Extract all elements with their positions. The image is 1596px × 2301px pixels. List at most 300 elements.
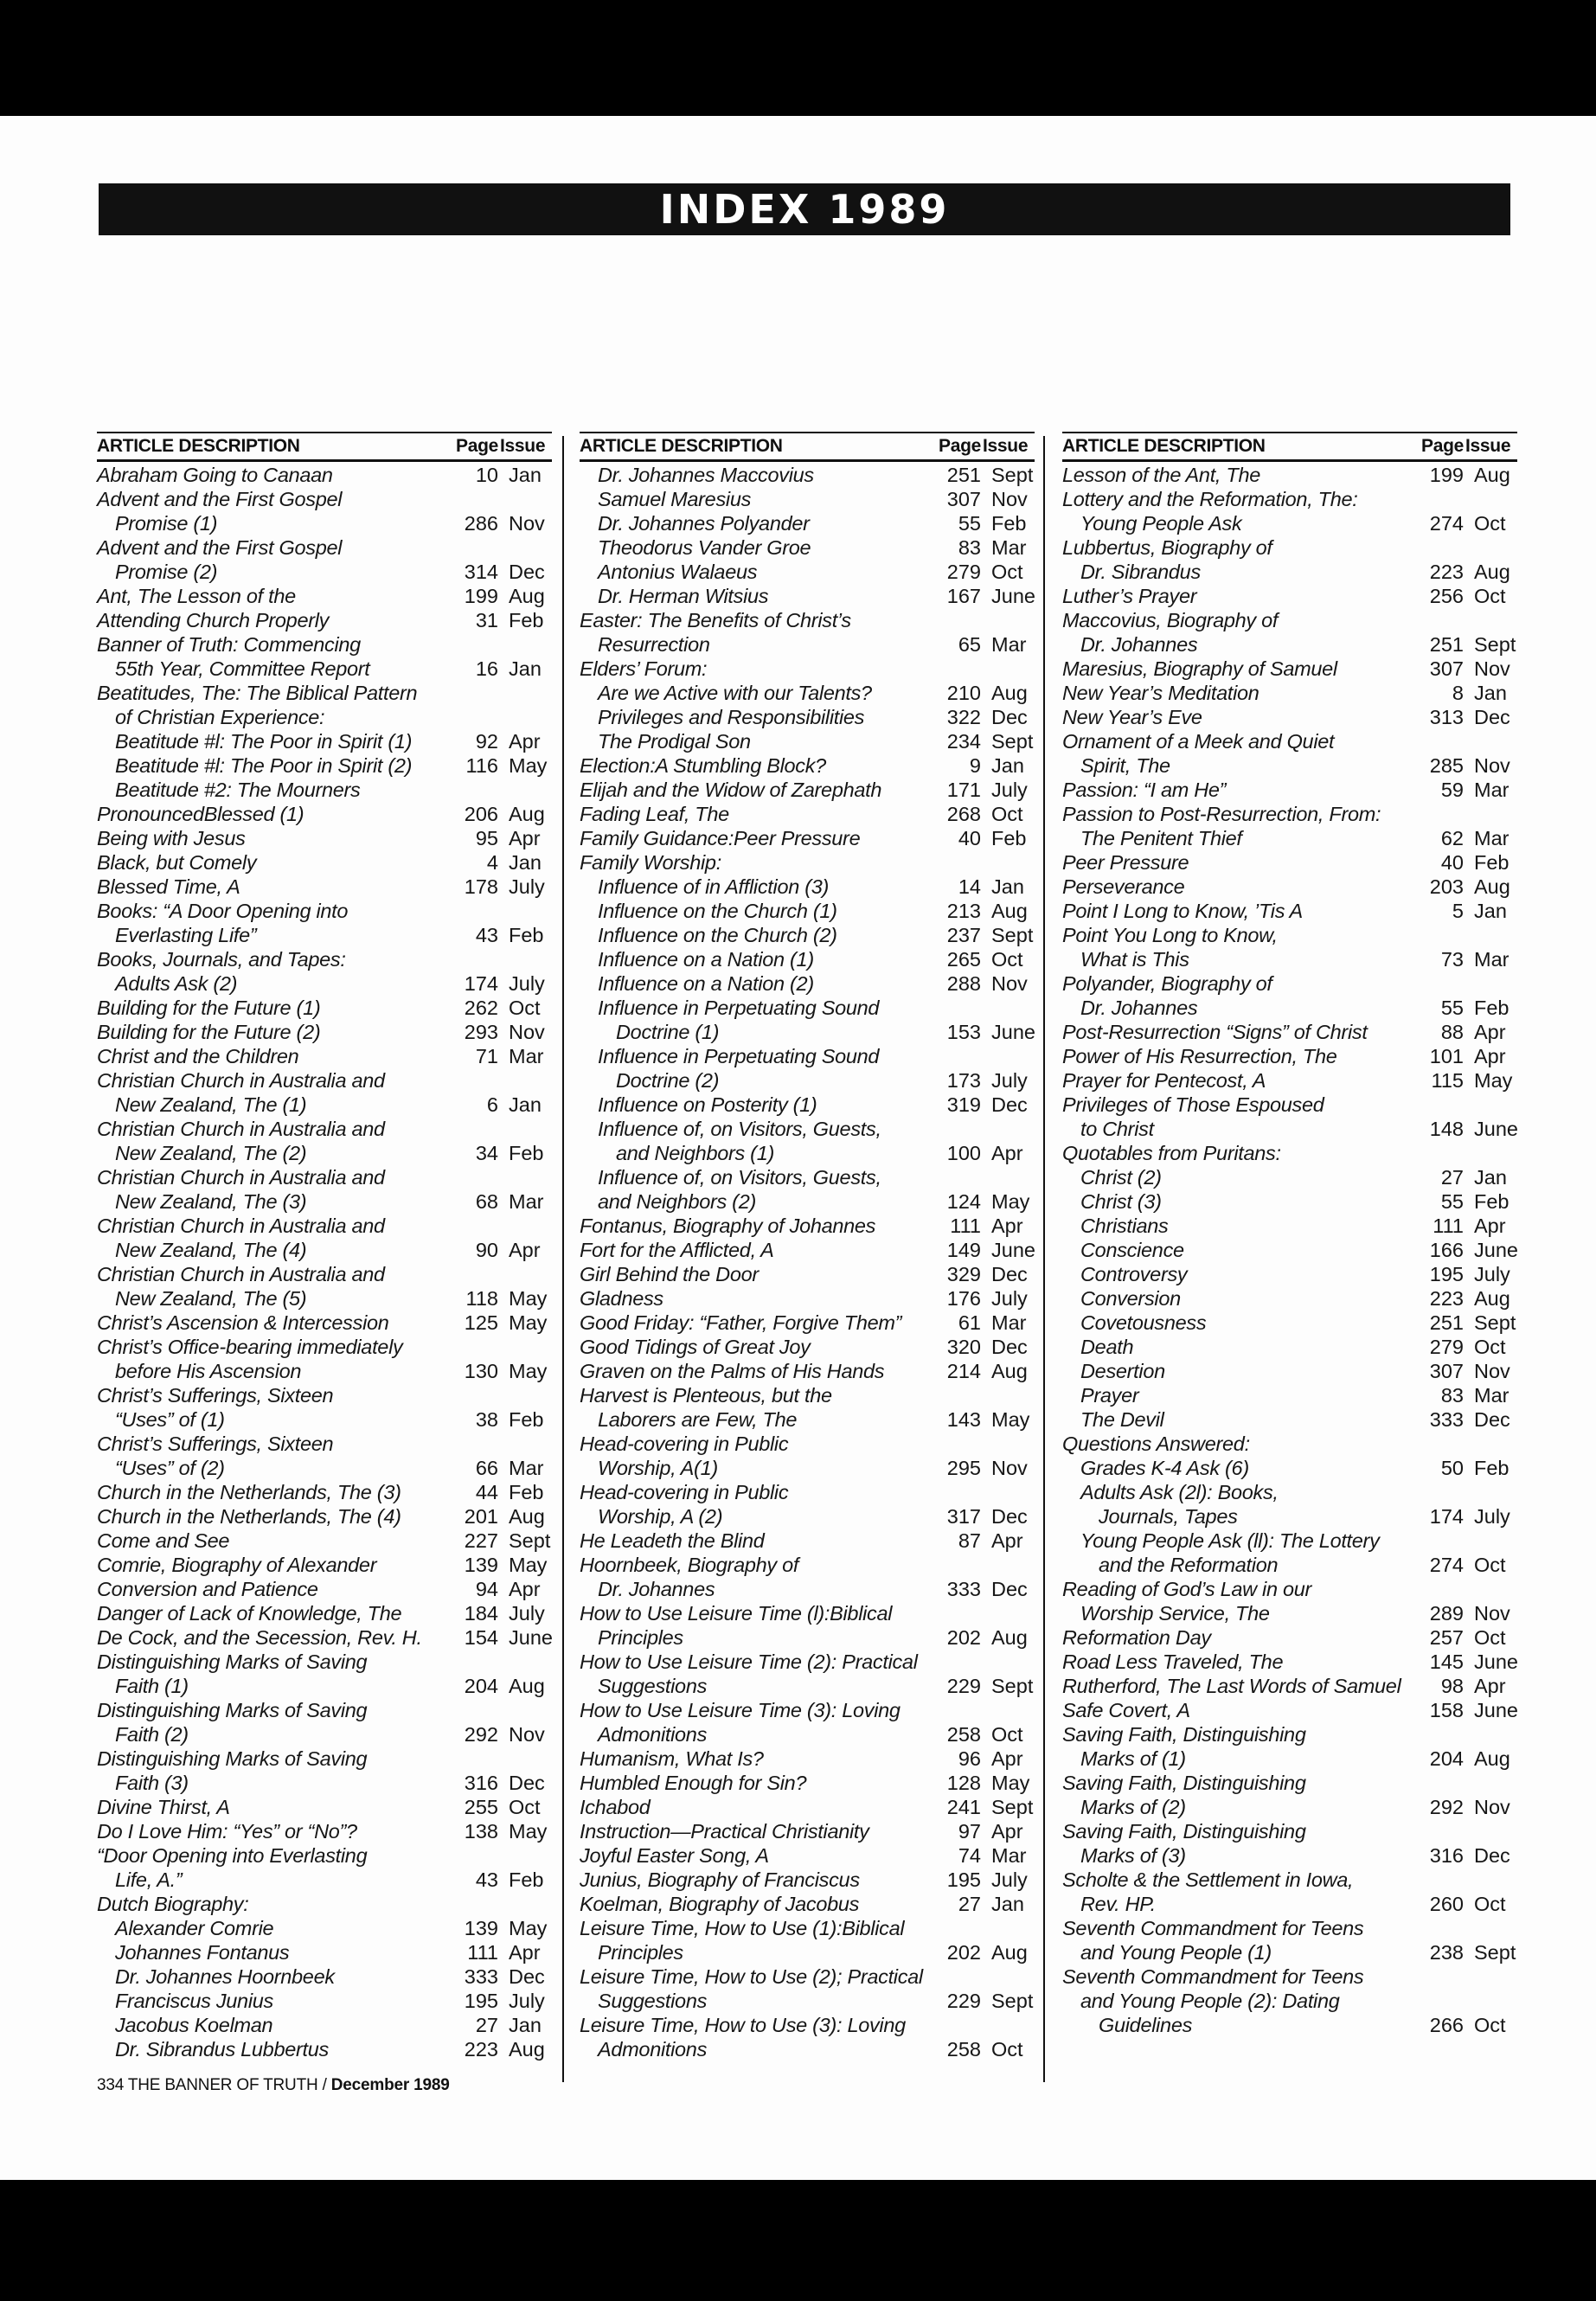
entry-issue: Oct xyxy=(991,561,1023,583)
entry-issue: Jan xyxy=(509,851,542,874)
entry-description-line: Influence on the Church (2) xyxy=(598,924,837,946)
entry-issue: Mar xyxy=(509,1045,544,1067)
entry-page: 95 xyxy=(475,827,498,849)
entry-page: 292 xyxy=(464,1723,498,1746)
entry-description xyxy=(1062,1698,1420,1722)
entry-description-line: Fading Leaf, The xyxy=(580,803,729,825)
entry-description-line: Distinguishing Marks of Saving xyxy=(97,1747,368,1770)
entry-page: 100 xyxy=(946,1142,981,1164)
index-entry xyxy=(97,1601,552,1625)
index-entry xyxy=(97,1843,552,1892)
entry-description xyxy=(1062,1771,1420,1819)
entry-description-line: Grades K-4 Ask (6) xyxy=(1080,1457,1249,1479)
index-entry xyxy=(97,1335,552,1383)
entry-page: 174 xyxy=(1429,1505,1464,1528)
entry-description xyxy=(1062,1189,1420,1214)
entry-page: 292 xyxy=(1429,1796,1464,1818)
index-entry xyxy=(580,1916,1035,1965)
index-entry xyxy=(1062,923,1517,971)
entry-page: 333 xyxy=(946,1578,981,1600)
entry-page: 4 xyxy=(486,851,498,874)
entry-description xyxy=(97,1529,455,1553)
index-entry xyxy=(1062,1020,1517,1044)
header-page: Page xyxy=(456,436,498,456)
index-entry xyxy=(1062,1625,1517,1650)
entry-page: 65 xyxy=(958,633,981,656)
index-entry xyxy=(580,850,1035,875)
entry-description-line: Theodorus Vander Groe xyxy=(598,536,811,559)
index-entry xyxy=(580,1262,1035,1286)
index-entry xyxy=(97,1262,552,1311)
entry-issue: Sept xyxy=(991,924,1034,946)
index-entry xyxy=(1062,1480,1517,1529)
entry-page: 130 xyxy=(464,1360,498,1382)
entry-page: 266 xyxy=(1429,2014,1464,2036)
index-entry xyxy=(580,753,1035,778)
entry-description xyxy=(1062,1916,1420,1965)
entry-description-line: Admonitions xyxy=(598,1723,708,1746)
entry-page: 320 xyxy=(946,1336,981,1358)
entry-page: 173 xyxy=(946,1069,981,1092)
entry-page: 251 xyxy=(946,464,981,486)
index-entry xyxy=(1062,681,1517,705)
index-entry xyxy=(1062,729,1517,778)
entry-description xyxy=(1062,487,1420,535)
entry-issue: Apr xyxy=(991,1820,1023,1843)
entry-description-line: Resurrection xyxy=(598,633,710,656)
entry-page: 274 xyxy=(1429,512,1464,535)
entry-page: 285 xyxy=(1429,754,1464,777)
entry-description-line: Privileges of Those Espoused xyxy=(1062,1093,1324,1116)
index-entry xyxy=(97,802,552,826)
entry-description xyxy=(1062,1480,1420,1529)
header-issue: Issue xyxy=(1465,436,1511,456)
column-header xyxy=(97,432,552,462)
entry-issue: May xyxy=(991,1408,1030,1431)
entry-description-line: Gladness xyxy=(580,1287,663,1310)
entry-issue: May xyxy=(509,1360,548,1382)
entry-description-line: Adults Ask (2) xyxy=(115,972,238,995)
entry-description xyxy=(97,584,455,608)
entry-description xyxy=(580,1868,938,1892)
entry-description-line: Controversy xyxy=(1080,1263,1188,1285)
entry-description xyxy=(1062,705,1420,729)
index-rows xyxy=(1062,463,1517,2037)
entry-page: 145 xyxy=(1429,1650,1464,1673)
entry-page: 111 xyxy=(467,1941,498,1964)
entry-page: 96 xyxy=(958,1747,981,1770)
entry-description-line: and the Reformation xyxy=(1099,1554,1279,1576)
entry-page: 27 xyxy=(475,2014,498,2036)
entry-description xyxy=(1062,584,1420,608)
entry-page: 256 xyxy=(1429,585,1464,607)
entry-description-line: The Penitent Thief xyxy=(1080,827,1242,849)
index-entry xyxy=(1062,584,1517,608)
entry-page: 55 xyxy=(1440,997,1464,1019)
entry-description xyxy=(97,1819,455,1843)
entry-issue: Oct xyxy=(509,997,541,1019)
entry-description-line: How to Use Leisure Time (l):Biblical xyxy=(580,1602,893,1625)
entry-description-line: and Young People (2): Dating xyxy=(1080,1990,1340,2012)
entry-description-line: Dutch Biography: xyxy=(97,1893,249,1915)
index-entry xyxy=(580,1819,1035,1843)
index-entry xyxy=(580,826,1035,850)
header-article-description: ARTICLE DESCRIPTION xyxy=(97,436,300,456)
entry-page: 206 xyxy=(464,803,498,825)
index-entry xyxy=(97,632,552,681)
entry-description xyxy=(97,1650,455,1698)
entry-issue: Jan xyxy=(509,1093,542,1116)
entry-issue: Oct xyxy=(991,803,1023,825)
entry-description-line: Guidelines xyxy=(1099,2014,1193,2036)
entry-page: 238 xyxy=(1429,1941,1464,1964)
entry-description-line: New Zealand, The (1) xyxy=(115,1093,307,1116)
entry-issue: Aug xyxy=(509,2038,545,2061)
entry-description-line: Spirit, The xyxy=(1080,754,1170,777)
entry-description xyxy=(580,1916,938,1965)
index-entry xyxy=(97,2013,552,2037)
entry-page: 68 xyxy=(475,1190,498,1213)
entry-description xyxy=(580,826,938,850)
entry-description-line: Are we Active with our Talents? xyxy=(598,682,872,704)
index-entry xyxy=(97,1432,552,1480)
entry-description-line: Leisure Time, How to Use (3): Loving xyxy=(580,2014,906,2036)
entry-issue: July xyxy=(509,1990,545,2012)
entry-description xyxy=(1062,1068,1420,1093)
entry-page: 74 xyxy=(958,1844,981,1867)
entry-issue: Aug xyxy=(1474,1287,1510,1310)
entry-issue: Mar xyxy=(1474,948,1509,971)
entry-page: 223 xyxy=(1429,1287,1464,1310)
index-entry xyxy=(1062,899,1517,923)
index-entry xyxy=(580,923,1035,947)
index-entry xyxy=(97,1044,552,1068)
entry-issue: May xyxy=(991,1190,1030,1213)
entry-issue: July xyxy=(509,972,545,995)
entry-description xyxy=(580,971,938,996)
entry-issue: Nov xyxy=(1474,1360,1510,1382)
entry-description-line: Lubbertus, Biography of xyxy=(1062,536,1272,559)
entry-issue: Dec xyxy=(991,1336,1028,1358)
entry-description-line: Dr. Johannes xyxy=(1080,997,1198,1019)
entry-description xyxy=(97,1432,455,1480)
entry-page: 97 xyxy=(958,1820,981,1843)
entry-description xyxy=(1062,850,1420,875)
entry-description-line: Faith (3) xyxy=(115,1772,189,1794)
entry-description xyxy=(580,1965,938,2013)
index-entry xyxy=(580,1553,1035,1601)
entry-issue: Aug xyxy=(991,682,1028,704)
entry-description xyxy=(580,2013,938,2061)
index-entry xyxy=(1062,1771,1517,1819)
entry-issue: July xyxy=(991,1069,1028,1092)
entry-description-line: Lottery and the Reformation, The: xyxy=(1062,488,1358,510)
index-entry xyxy=(580,1771,1035,1795)
entry-issue: Aug xyxy=(1474,561,1510,583)
entry-issue: Sept xyxy=(991,1990,1034,2012)
entry-description xyxy=(97,1625,455,1650)
entry-issue: Dec xyxy=(991,1578,1028,1600)
entry-description xyxy=(580,657,938,681)
index-entry xyxy=(1062,1383,1517,1407)
entry-description-line: Everlasting Life” xyxy=(115,924,257,946)
entry-description xyxy=(1062,923,1420,971)
entry-description xyxy=(1062,1286,1420,1311)
entry-description xyxy=(580,1432,938,1480)
entry-issue: Oct xyxy=(991,2038,1023,2061)
entry-description xyxy=(580,1601,938,1650)
footer-date: December 1989 xyxy=(330,2076,450,2094)
index-page xyxy=(0,116,1596,2180)
entry-description-line: Influence on Posterity (1) xyxy=(598,1093,817,1116)
index-entry xyxy=(580,511,1035,535)
entry-page: 83 xyxy=(1440,1384,1464,1407)
entry-description xyxy=(580,947,938,971)
entry-description xyxy=(97,1165,455,1214)
index-entry xyxy=(580,947,1035,971)
entry-description xyxy=(1062,802,1420,850)
entry-description-line: Conscience xyxy=(1080,1239,1184,1261)
index-entry xyxy=(97,1165,552,1214)
entry-description-line: Distinguishing Marks of Saving xyxy=(97,1650,368,1673)
entry-description-line: Franciscus Junius xyxy=(115,1990,273,2012)
entry-description-line: Junius, Biography of Franciscus xyxy=(580,1868,860,1891)
index-entry xyxy=(97,463,552,487)
entry-description-line: Christ’s Office-bearing immediately xyxy=(97,1336,403,1358)
entry-description-line: Beatitude #l: The Poor in Spirit (1) xyxy=(115,730,413,753)
entry-description-line: Seventh Commandment for Teens xyxy=(1062,1965,1364,1988)
index-entry xyxy=(580,1529,1035,1553)
entry-issue: Aug xyxy=(1474,1747,1510,1770)
index-entry xyxy=(97,729,552,753)
index-entry xyxy=(97,1214,552,1262)
entry-description-line: Covetousness xyxy=(1080,1311,1207,1334)
column-divider xyxy=(1043,436,1045,2082)
entry-description-line: Christ’s Sufferings, Sixteen xyxy=(97,1433,334,1455)
entry-page: 317 xyxy=(946,1505,981,1528)
entry-description-line: Joyful Easter Song, A xyxy=(580,1844,769,1867)
entry-description-line: Abraham Going to Canaan xyxy=(97,464,333,486)
entry-page: 10 xyxy=(475,464,498,486)
entry-description-line: Christ and the Children xyxy=(97,1045,299,1067)
entry-description xyxy=(580,1819,938,1843)
index-entry xyxy=(1062,1674,1517,1698)
entry-description xyxy=(97,1044,455,1068)
entry-issue: Apr xyxy=(1474,1215,1506,1237)
entry-issue: Mar xyxy=(991,1311,1027,1334)
index-entry xyxy=(97,2037,552,2061)
entry-description-line: Elijah and the Widow of Zarephath xyxy=(580,779,882,801)
entry-description-line: He Leadeth the Blind xyxy=(580,1529,765,1552)
index-rows xyxy=(97,463,552,2061)
entry-description xyxy=(97,826,455,850)
entry-description-line: Suggestions xyxy=(598,1675,708,1697)
entry-issue: May xyxy=(509,1820,548,1843)
entry-page: 158 xyxy=(1429,1699,1464,1721)
entry-page: 92 xyxy=(475,730,498,753)
entry-issue: Jan xyxy=(1474,900,1507,922)
index-entry xyxy=(97,1650,552,1698)
index-entry xyxy=(1062,1044,1517,1068)
header-issue: Issue xyxy=(500,436,546,456)
entry-issue: Mar xyxy=(509,1190,544,1213)
entry-page: 195 xyxy=(1429,1263,1464,1285)
entry-description-line: Influence in Perpetuating Sound xyxy=(598,997,880,1019)
entry-description-line: to Christ xyxy=(1080,1118,1154,1140)
entry-description-line: Influence of in Affliction (3) xyxy=(598,875,830,898)
index-entry xyxy=(1062,971,1517,1020)
index-entry xyxy=(1062,705,1517,729)
entry-description-line: Graven on the Palms of His Hands xyxy=(580,1360,885,1382)
entry-description-line: “Uses” of (1) xyxy=(115,1408,225,1431)
entry-description xyxy=(97,1480,455,1504)
entry-description-line: Easter: The Benefits of Christ’s xyxy=(580,609,851,631)
entry-description xyxy=(580,511,938,535)
entry-page: 199 xyxy=(464,585,498,607)
index-entry xyxy=(580,1650,1035,1698)
entry-description xyxy=(97,463,455,487)
entry-page: 55 xyxy=(1440,1190,1464,1213)
entry-description-line: Books: “A Door Opening into xyxy=(97,900,349,922)
entry-issue: May xyxy=(509,1287,548,1310)
entry-description-line: Black, but Comely xyxy=(97,851,257,874)
entry-issue: Dec xyxy=(991,1093,1028,1116)
index-entry xyxy=(580,1795,1035,1819)
entry-issue: Aug xyxy=(509,1675,545,1697)
entry-page: 94 xyxy=(475,1578,498,1600)
entry-page: 118 xyxy=(465,1287,498,1310)
entry-issue: Jan xyxy=(991,1893,1024,1915)
entry-description xyxy=(97,2013,455,2037)
index-entry xyxy=(580,1601,1035,1650)
index-entry xyxy=(97,753,552,778)
entry-description xyxy=(97,1795,455,1819)
entry-description-line: New Zealand, The (4) xyxy=(115,1239,307,1261)
entry-description xyxy=(1062,1407,1420,1432)
entry-issue: Feb xyxy=(1474,851,1509,874)
entry-description-line: 55th Year, Committee Report xyxy=(115,657,370,680)
entry-page: 314 xyxy=(464,561,498,583)
entry-description xyxy=(580,899,938,923)
entry-issue: Aug xyxy=(509,585,545,607)
entry-description xyxy=(97,1504,455,1529)
header-issue: Issue xyxy=(983,436,1029,456)
entry-issue: May xyxy=(509,1554,548,1576)
index-entry xyxy=(580,1965,1035,2013)
entry-page: 316 xyxy=(464,1772,498,1794)
index-entry xyxy=(1062,1214,1517,1238)
entry-description xyxy=(580,1214,938,1238)
entry-page: 204 xyxy=(464,1675,498,1697)
entry-description-line: Samuel Maresius xyxy=(598,488,752,510)
entry-description-line: Luther’s Prayer xyxy=(1062,585,1197,607)
entry-page: 5 xyxy=(1452,900,1464,922)
entry-description xyxy=(1062,1383,1420,1407)
index-entry xyxy=(97,1068,552,1117)
index-entry xyxy=(97,899,552,947)
entry-page: 195 xyxy=(946,1868,981,1891)
entry-description-line: Faith (2) xyxy=(115,1723,189,1746)
entry-description-line: Danger of Lack of Knowledge, The xyxy=(97,1602,402,1625)
entry-description xyxy=(97,1698,455,1747)
entry-issue: Apr xyxy=(1474,1021,1506,1043)
entry-description xyxy=(580,463,938,487)
entry-description-line: Blessed Time, A xyxy=(97,875,240,898)
entry-description xyxy=(97,802,455,826)
entry-description xyxy=(1062,1432,1420,1456)
entry-page: 195 xyxy=(464,1990,498,2012)
entry-description-line: Worship Service, The xyxy=(1080,1602,1270,1625)
entry-description-line: Christ (2) xyxy=(1080,1166,1162,1189)
entry-description xyxy=(580,1892,938,1916)
entry-issue: Nov xyxy=(1474,657,1510,680)
index-entry xyxy=(97,996,552,1020)
entry-description-line: Christ’s Ascension & Intercession xyxy=(97,1311,389,1334)
entry-description xyxy=(1062,1819,1420,1868)
entry-description-line: What is This xyxy=(1080,948,1189,971)
index-entry xyxy=(580,681,1035,705)
entry-page: 251 xyxy=(1429,1311,1464,1334)
entry-description xyxy=(97,487,455,535)
index-entry xyxy=(1062,1868,1517,1916)
entry-issue: Sept xyxy=(509,1529,551,1552)
entry-issue: Mar xyxy=(991,536,1027,559)
entry-description-line: Advent and the First Gospel xyxy=(97,536,343,559)
entry-issue: June xyxy=(991,585,1035,607)
entry-description xyxy=(1062,1020,1420,1044)
index-entry xyxy=(580,560,1035,584)
entry-issue: Oct xyxy=(1474,585,1506,607)
entry-issue: Dec xyxy=(509,1772,545,1794)
entry-description xyxy=(97,1214,455,1262)
entry-description-line: Polyander, Biography of xyxy=(1062,972,1272,995)
entry-description-line: Lesson of the Ant, The xyxy=(1062,464,1260,486)
entry-issue: Dec xyxy=(991,1505,1028,1528)
entry-issue: Aug xyxy=(509,1505,545,1528)
entry-issue: Apr xyxy=(991,1142,1023,1164)
entry-description-line: Building for the Future (2) xyxy=(97,1021,321,1043)
entry-description xyxy=(580,1238,938,1262)
index-entry xyxy=(97,1940,552,1965)
entry-description-line: Influence on a Nation (1) xyxy=(598,948,814,971)
entry-issue: Sept xyxy=(1474,1311,1516,1334)
entry-description xyxy=(1062,1214,1420,1238)
index-entry xyxy=(97,778,552,802)
entry-description-line: Harvest is Plenteous, but the xyxy=(580,1384,832,1407)
entry-issue: Jan xyxy=(509,657,542,680)
index-entry xyxy=(580,657,1035,681)
entry-page: 148 xyxy=(1429,1118,1464,1140)
index-entry xyxy=(1062,1262,1517,1286)
entry-description-line: Leisure Time, How to Use (1):Biblical xyxy=(580,1917,905,1939)
index-entry xyxy=(580,1093,1035,1117)
entry-description-line: Influence of, on Visitors, Guests, xyxy=(598,1166,881,1189)
entry-description-line: Passion: “I am He” xyxy=(1062,779,1227,801)
entry-page: 313 xyxy=(1429,706,1464,728)
entry-description xyxy=(97,1916,455,1940)
entry-description-line: How to Use Leisure Time (3): Loving xyxy=(580,1699,901,1721)
entry-issue: May xyxy=(509,1917,548,1939)
index-entry xyxy=(580,535,1035,560)
index-entry xyxy=(1062,875,1517,899)
index-entry xyxy=(1062,1456,1517,1480)
index-entry xyxy=(580,608,1035,657)
entry-issue: Feb xyxy=(509,1481,544,1503)
entry-issue: Feb xyxy=(509,924,544,946)
entry-page: 199 xyxy=(1429,464,1464,486)
entry-description xyxy=(580,1383,938,1432)
entry-description xyxy=(580,1529,938,1553)
